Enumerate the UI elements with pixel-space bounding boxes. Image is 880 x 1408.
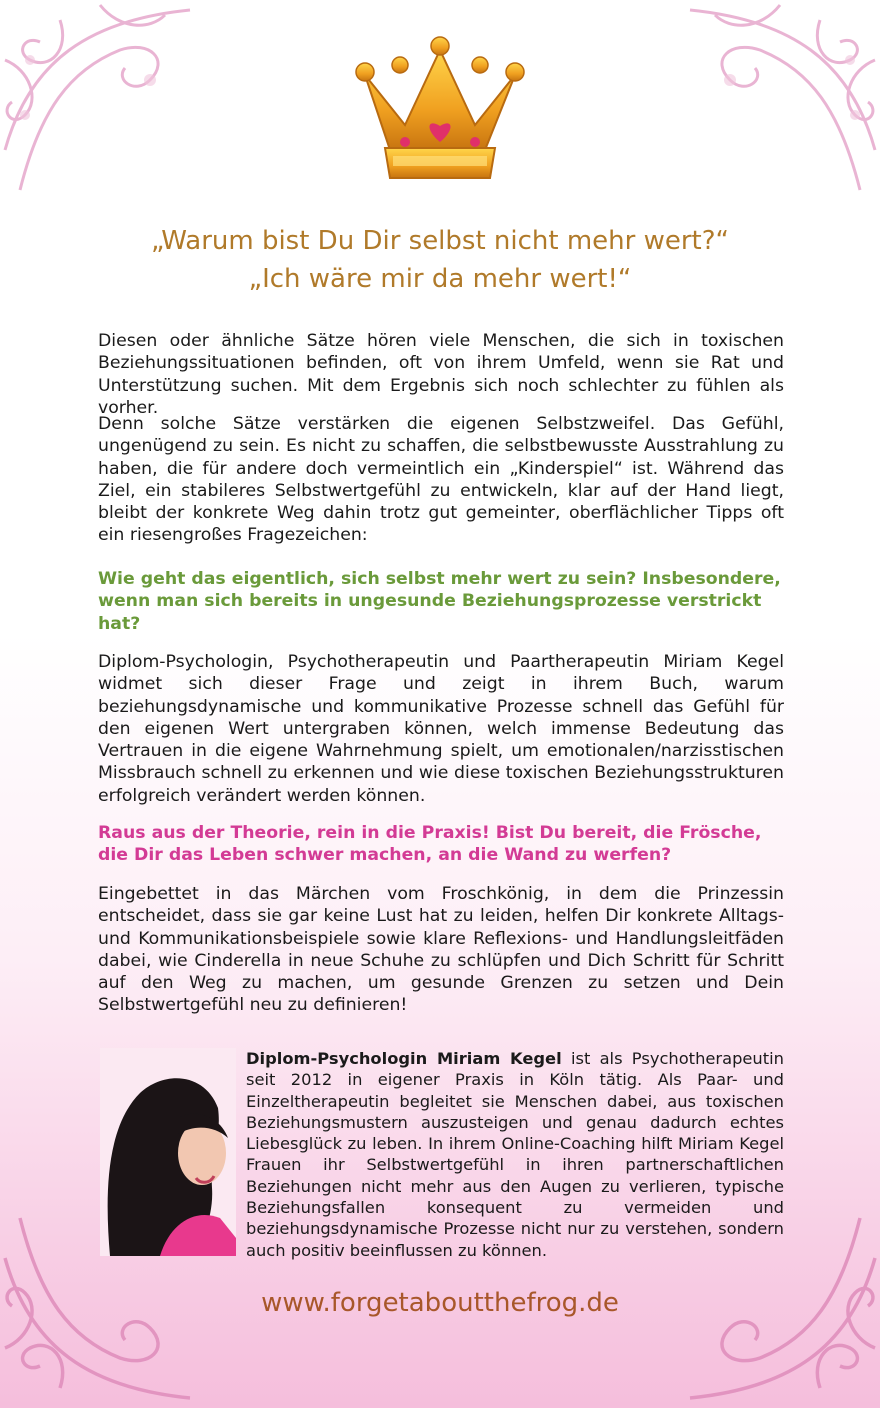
floral-ornament-top-right — [660, 0, 880, 220]
paragraph-fairy-tale: Eingebettet in das Märchen vom Froschkönig, in dem die Prinzessin entscheidet, dass sie gar keine Lust hat zu leiden, helfen Dir konkrete Alltags- und Kommunikationsbeispiele sowie klare Reflexions- und Handlungsleitfäden dabei, wie Cinderella in neue Schuhe zu schlüpfen und Dich Schritt für Schritt auf den Weg zu machen, um gesunde Grenzen zu setzen und Dein Selbstwertgefühl neu zu definieren! — [98, 884, 784, 1016]
pink-subheading: Raus aus der Theorie, rein in die Praxis! Bist Du bereit, die Frösche, die Dir das Leben schwer machen, an die Wand zu werfen? — [98, 823, 762, 866]
paragraph-author-book: Diplom-Psychologin, Psychotherapeutin und Paartherapeutin Miriam Kegel widmet sich dieser Frage und zeigt in ihrem Buch, warum beziehungsdynamische und kommunikative Prozesse schnell das Gefühl für den eigenen Wert untergraben können, welch immense Bedeutung das Vertrauen in die eigene Wahrnehmung spielt, um emotionalen/narzisstischen Missbrauch schnell zu erkennen und wie diese toxischen Beziehungsstrukturen erfolgreich verändert werden können. — [98, 652, 784, 806]
green-subheading: Wie geht das eigentlich, sich selbst mehr wert zu sein? Insbesondere, wenn man sich bereits in ungesunde Beziehungsprozesse verstrickt hat? — [98, 569, 781, 634]
paragraph-intro: Diesen oder ähnliche Sätze hören viele Menschen, die sich in toxischen Beziehungssituationen befinden, oft von ihrem Umfeld, wenn sie Rat und Unterstützung suchen. Mit dem Ergebnis sich noch schlechter zu fühlen als vorher. — [98, 331, 784, 418]
headline-line-1: „Warum bist Du Dir selbst nicht mehr wert?“ — [150, 226, 730, 256]
author-bio — [246, 1048, 784, 1261]
headline-line-2: „Ich wäre mir da mehr wert!“ — [248, 264, 632, 294]
author-name: Diplom-Psychologin Miriam Kegel — [246, 1049, 562, 1068]
author-photo — [100, 1048, 236, 1256]
floral-ornament-top-left — [0, 0, 220, 220]
website-url[interactable]: www.forgetaboutthefrog.de — [261, 1288, 619, 1318]
headline — [0, 222, 880, 298]
crown-icon — [345, 30, 535, 210]
paragraph-self-doubt: Denn solche Sätze verstärken die eigenen Selbstzweifel. Das Gefühl, ungenügend zu sein. Es nicht zu schaffen, die selbstbewusste Ausstrahlung zu haben, die für andere doch vermeintlich ein „Kinderspiel“ ist. Während das Ziel, ein stabileres Selbstwertgefühl zu entwickeln, klar auf der Hand liegt, bleibt der konkrete Weg dahin trotz gut gemeinter, oberflächlicher Tipps oft ein riesengroßes Fragezeichen: — [98, 414, 784, 546]
author-bio-text: ist als Psychotherapeutin seit 2012 in eigener Praxis in Köln tätig. Als Paar- und Einzeltherapeutin begleitet sie Menschen dabei, aus toxischen Beziehungsmustern auszusteigen und genau dadurch echtes Liebesglück zu leben. In ihrem Online-Coaching hilft Miriam Kegel Frauen ihr Selbstwertgefühl in ihren partnerschaftlichen Beziehungen nicht mehr aus den Augen zu verlieren, typische Beziehungsfallen konsequent zu vermeiden und beziehungsdynamische Prozesse nicht nur zu verstehen, sondern auch positiv beeinflussen zu können. — [246, 1049, 784, 1260]
